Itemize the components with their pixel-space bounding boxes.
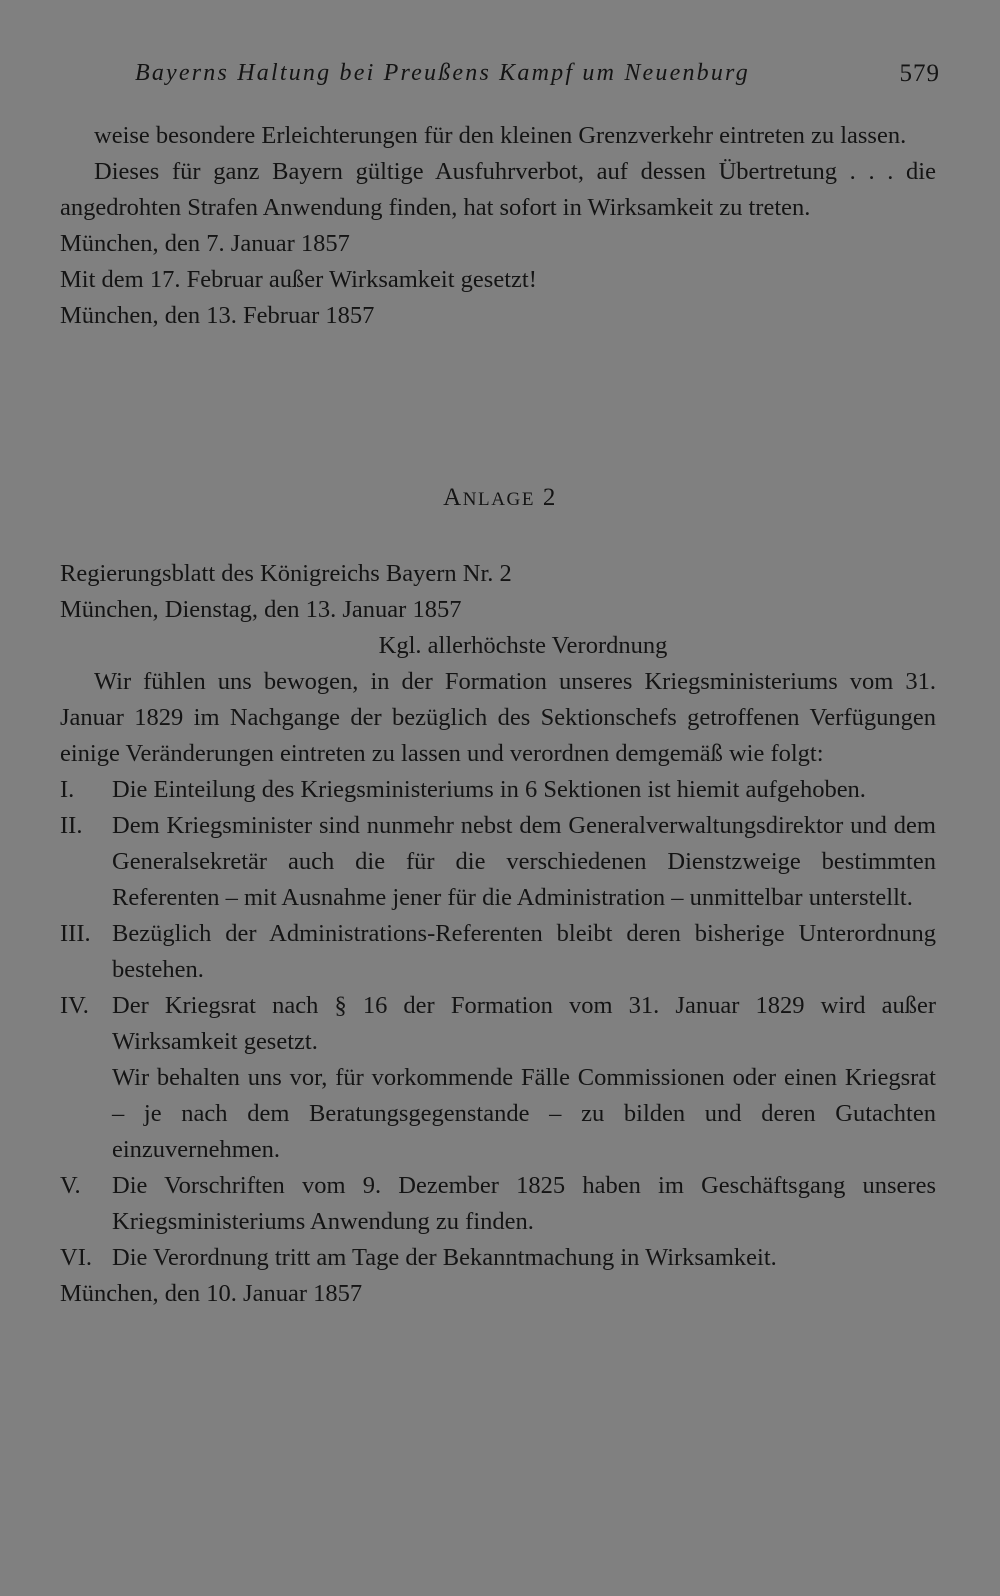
page-header	[135, 60, 940, 96]
source-line: Regierungsblatt des Königreichs Bayern Nr. 2	[60, 560, 512, 587]
item-text: Der Kriegsrat nach § 16 der Formation vom 31. Januar 1829 wird außer Wirksamkeit gesetzt.	[112, 992, 936, 1055]
decree-item-subparagraph: Wir behalten uns vor, für vorkommende Fälle Commissionen oder einen Kriegsrat – je nach dem Beratungsgegenstande – zu bilden und deren Gutachten einzuvernehmen.	[112, 1064, 936, 1163]
appendix-heading	[0, 484, 1000, 512]
item-text: Die Verordnung tritt am Tage der Bekanntmachung in Wirksamkeit.	[112, 1244, 777, 1271]
decree-section	[60, 556, 936, 1312]
revocation-date-line: München, den 13. Februar 1857	[60, 302, 375, 329]
appendix-heading-rest: NLAGE	[462, 489, 536, 510]
decree-item	[60, 1168, 936, 1240]
decree-item	[60, 988, 936, 1060]
decree-title: Kgl. allerhöchste Verordnung	[378, 632, 668, 659]
item-numeral: V.	[60, 1172, 81, 1199]
revocation-line: Mit dem 17. Februar außer Wirksamkeit gesetzt!	[60, 266, 537, 293]
item-text: Bezüglich der Administrations-Referenten bleibt deren bisherige Unterordnung bestehen.	[112, 920, 936, 983]
decree-item	[60, 916, 936, 988]
decree-item	[60, 1240, 936, 1276]
issue-date-line: München, Dienstag, den 13. Januar 1857	[60, 596, 462, 623]
item-text: Die Einteilung des Kriegsministeriums in 6 Sektionen ist hiemit aufgehoben.	[112, 776, 866, 803]
item-numeral: II.	[60, 812, 83, 839]
decree-item	[60, 772, 936, 808]
decree-intro: Wir fühlen uns bewogen, in der Formation unseres Kriegsministeriums vom 31. Januar 1829 im Nachgange der bezüglich des Sektionschefs getroffenen Verfügungen einige Veränderungen eintreten zu lassen und verordnen demgemäß wie folgt:	[60, 668, 936, 767]
item-numeral: I.	[60, 776, 75, 803]
continued-paragraph: weise besondere Erleichterungen für den kleinen Grenzverkehr eintreten zu lassen.	[94, 122, 907, 149]
page-number: 579	[899, 60, 940, 87]
appendix-number: 2	[542, 484, 557, 511]
closing-date-line: München, den 10. Januar 1857	[60, 1280, 363, 1307]
item-numeral: III.	[60, 920, 91, 947]
decree-item	[60, 808, 936, 916]
item-numeral: IV.	[60, 992, 89, 1019]
date-line: München, den 7. Januar 1857	[60, 230, 350, 257]
continuation-section	[60, 118, 936, 334]
item-numeral: VI.	[60, 1244, 92, 1271]
item-text: Die Vorschriften vom 9. Dezember 1825 haben im Geschäftsgang unseres Kriegsministeriums Anwendung zu finden.	[112, 1172, 936, 1235]
appendix-heading-initial: A	[443, 484, 463, 511]
item-text: Dem Kriegsminister sind nunmehr nebst dem Generalverwaltungsdirektor und dem Generalsekretär auch die für die verschiedenen Dienstzweige bestimmten Referenten – mit Ausnahme jener für die Administration – unmittelbar unterstellt.	[112, 812, 936, 911]
running-title: Bayerns Haltung bei Preußens Kampf um Neuenburg	[135, 60, 750, 86]
export-ban-paragraph: Dieses für ganz Bayern gültige Ausfuhrverbot, auf dessen Übertretung . . . die angedrohten Strafen Anwendung finden, hat sofort in Wirksamkeit zu treten.	[60, 158, 936, 221]
